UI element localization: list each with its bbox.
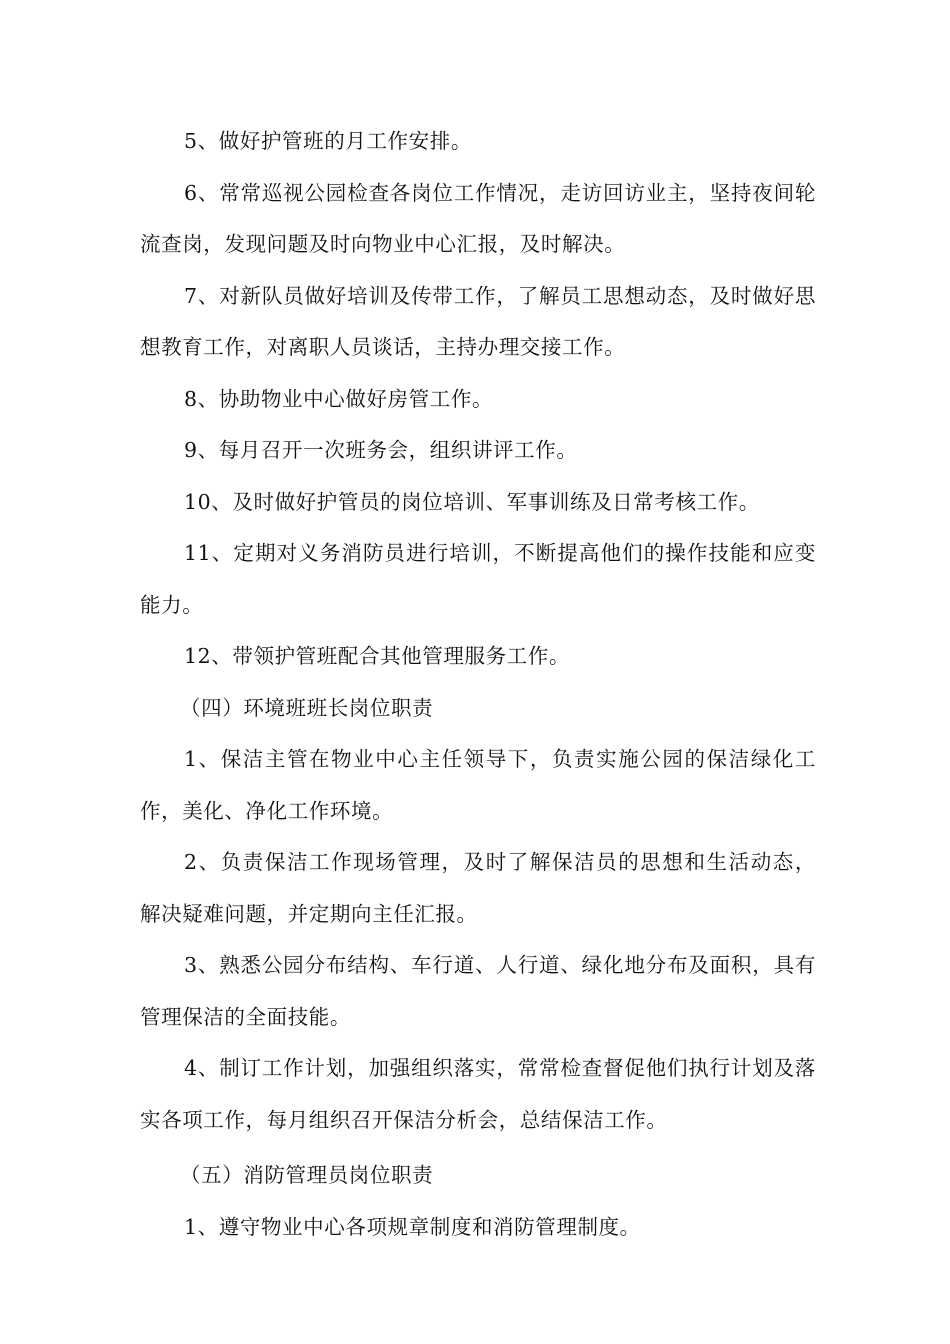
- paragraph-env-2: 2、负责保洁工作现场管理，及时了解保洁员的思想和生活动态， 解决疑难问题，并定期向主任汇报。: [140, 850, 816, 926]
- paragraph-env-4: 4、制订工作计划，加强组织落实，常常检查督促他们执行计划及落实各项工作，每月组织召开保洁分析会，总结保洁工作。: [140, 1056, 816, 1132]
- paragraph-item-9: 9、每月召开一次班务会，组织讲评工作。: [184, 438, 578, 462]
- paragraph-item-11: 11、定期对义务消防员进行培训，不断提高他们的操作技能和应变能力。: [140, 541, 816, 617]
- paragraph-env-1: 1、保洁主管在物业中心主任领导下，负责实施公园的保洁绿化工作，美化、净化工作环境。: [140, 747, 816, 823]
- paragraph-item-8: 8、协助物业中心做好房管工作。: [184, 386, 494, 411]
- section-heading-5: （五）消防管理员岗位职责: [180, 1163, 434, 1187]
- paragraph-item-7: 7、对新队员做好培训及传带工作，了解员工思想动态，及时做好思想教育工作，对离职人员谈话，主持办理交接工作。: [140, 283, 816, 359]
- paragraph-item-12: 12、带领护管班配合其他管理服务工作。: [184, 644, 570, 668]
- section-heading-4: （四）环境班班长岗位职责: [180, 695, 434, 720]
- paragraph-item-10: 10、及时做好护管员的岗位培训、军事训练及日常考核工作。: [184, 489, 760, 514]
- paragraph-item-6: 6、常常巡视公园检查各岗位工作情况，走访回访业主，坚持夜间轮流查岗，发现问题及时向物业中心汇报，及时解决。: [140, 180, 816, 256]
- paragraph-env-3: 3、熟悉公园分布结构、车行道、人行道、绿化地分布及面积，具有管理保洁的全面技能。: [140, 953, 816, 1029]
- document-body: [140, 116, 816, 1253]
- paragraph-item-5: 5、做好护管班的月工作安排。: [184, 129, 472, 153]
- paragraph-fire-1: 1、遵守物业中心各项规章制度和消防管理制度。: [184, 1214, 641, 1239]
